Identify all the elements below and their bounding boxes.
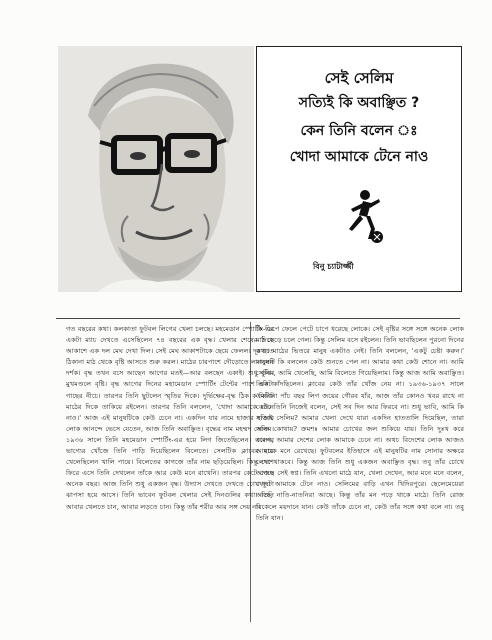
football-player-icon [341, 189, 387, 245]
article-text-left: গত বছরের কথা। কলকাতা ফুটবল লিগের খেলা চলছে। মহমেডান স্পোর্টিং-এর একটা ম্যাচ দেখতে এসেছিলেন ৭৪ বছরের এক বৃদ্ধ। খেলার শেষের দিকে আকাশে এক দল মেঘ দেখা দিল। সেই মেঘ আকাশটাকে ছেয়ে ফেলল। দূর হতে ঠিকানা মাঠ থেকে বৃষ্টি আসতে শুরু করল। মাঠের চারপাশে দৌড়োতে লাগলেন দর্শক। বৃদ্ধ তখন বসে আছেন আগের মতই—আর বলছেন একাই। শুধু বুঝি। মুখমণ্ডলে বৃষ্টি। বৃদ্ধ আগের দিনের মহামেডান স্পোর্টিং টেন্টের পাশে একটা গাছের নীচে। তারপর তিনি ছুটলেন স্মৃতির দিকে। দুর্ভিক্ষের-বৃদ্ধ ঠিক ক'মিনিট মাঠের দিকে তাকিয়ে রইলেন। তারপর তিনি বললেন, 'খোদা আমাকে টেনে নাও।' আজ এই মানুষটিকে কেউ চেনে না। একদিন যার নামে হাজার হাজার লোক আনন্দে ভেসে যেতেন, আজ তিনি অবাঞ্ছিত। বৃদ্ধের নাম মহম্মদ সেলিম। ১৯৩৬ সালে তিনি মহমেডান স্পোর্টিং-এর হয়ে লিগ জিতেছিলেন। তারপর ভাগ্যের খোঁজে তিনি পাড়ি দিয়েছিলেন বিলেতে। সেলটিক ক্লাবের হয়ে খেলেছিলেন খালি পায়ে। বিলেতের কাগজে তাঁর নাম ছড়িয়েছিল। কিন্তু দেশে ফিরে এসে তিনি দেখলেন তাঁকে আর কেউ মনে রাখেনি। তারপর কেটে গেছে অনেক বছর। আজ তিনি শুধু একজন বৃদ্ধ। উদ্যাস দেখতে দেখতে চোখ দুটো ঝাপসা হয়ে আসে। তিনি ভাবেন ফুটবল খেলার সেই দিনগুলির কথা। তিনি আবার খেলতে চান, আবার লড়তে চান। কিন্তু তাঁর শরীর আর সঙ্গ দেয় না। [66, 325, 274, 511]
article-column-left [66, 324, 274, 513]
section-divider-top [56, 318, 460, 319]
article-text-right: কি ডিপে ফেলে পেটে চাপে ধরেছে লোকে। সেই বৃষ্টির সঙ্গে সঙ্গে অনেক লোক মাঠ ছেড়ে চলে গেল। কিন্তু সেলিম বসে রইলেন। তিনি ভাবছিলেন পুরনো দিনের কথা। মাঠের ভিতরে মানুষ একটাও নেই। তিনি বললেন, 'একটু চেষ্টা করুন।' মানুষটি কি বললেন কেউ শুনতে পেল না। আমার কথা কেউ শোনে না। আমি সেলিম, আমি খেলেছি, আমি বিলেতে গিয়েছিলাম। কিন্তু আজ আমি অবাঞ্ছিত। তিনি কাঁদছিলেন। ক্লাবের কেউ তাঁর খোঁজ নেয় না। ১৯৩৬-১৯৩৭ সালে একটানা পাঁচ বছর লিগ জয়ের গৌরব যাঁর, আজ তাঁর কোনও খবর রাখে না কেউ। তিনি নিজেই বলেন, সেই সব দিন আর ফিরবে না। শুধু ভাবি, আমি কি সত্যিই সেলিম? আমার খেলা দেখে যারা একদিন হাততালি দিয়েছিল, তারা আজ কোথায়? ক্রমশঃ আমার চোখের জল শুকিয়ে যায়। তিনি দুঃখ করে বলেন, আমার দেশের লোক আমাকে চেনে না। অথচ বিদেশের লোক আজও আমাকে মনে রেখেছে। ফুটবলের ইতিহাসে এই মানুষটির নাম সোনার অক্ষরে লেখা থাকবে। কিন্তু আজ তিনি শুধু একজন অবাঞ্ছিত বৃদ্ধ। তবু তাঁর চোখে আজও সেই স্বপ্ন। তিনি এখনো মাঠে যান, খেলা দেখেন, আর মনে মনে বলেন, খোদা আমাকে টেনে নাও। সেলিমের বাড়ি এখন খিদিরপুরে। ছেলেমেয়েরা আছে, নাতি-নাতনিরা আছে। কিন্তু তাঁর মন পড়ে থাকে মাঠে। তিনি রোজ বিকেলে ময়দানে যান। কেউ তাঁকে চেনে না, কেউ তাঁর সঙ্গে কথা বলে না। তবু তিনি যান। [256, 325, 464, 522]
title-line-2: সত্যিই কি অবাঞ্ছিত ? [298, 95, 420, 111]
title-line-3: কেন তিনি বলেন ঃ [300, 123, 418, 139]
title-box [256, 46, 462, 292]
portrait-illustration [58, 46, 254, 292]
article-column-right [256, 324, 464, 524]
title-line-1: সেই সেলিম [324, 69, 394, 87]
title-line-4: খোদা আমাকে টেনে নাও [289, 149, 429, 165]
author-byline: বিনু চ্যাটার্জ্জী [313, 262, 354, 271]
portrait-photo [58, 46, 254, 292]
